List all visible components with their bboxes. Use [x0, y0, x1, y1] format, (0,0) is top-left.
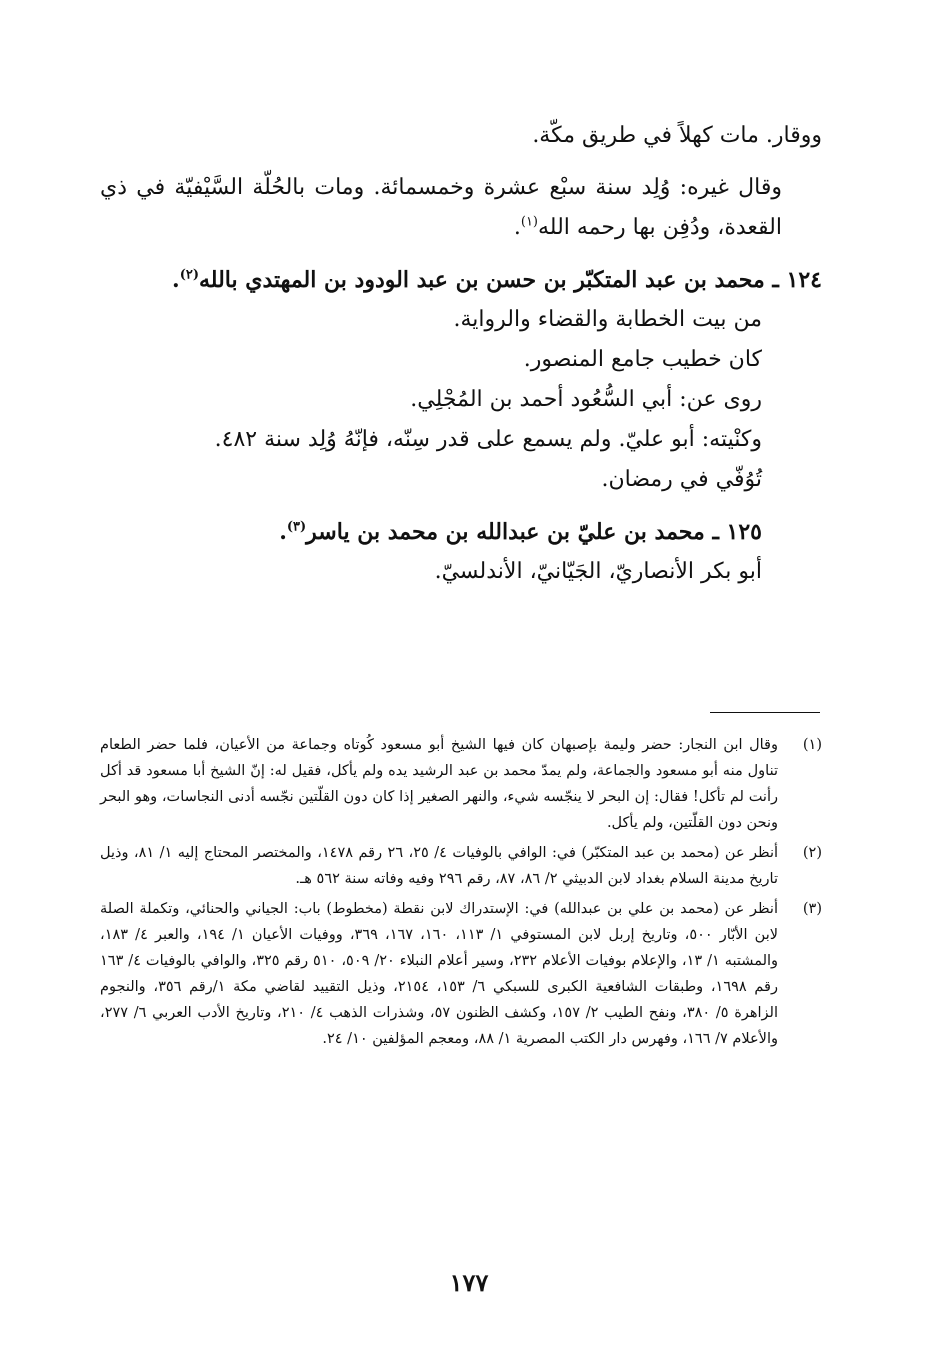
footnote-text: أنظر عن (محمد بن علي بن عبدالله) في: الإستدراك لابن نقطة (مخطوط) باب: الجياني والحنائي، وتكملة الصلة لابن الأبّار ٥٠٠، وتاريخ إربل لابن المستوفي ١/ ١١٣، ١٦٠، ١٦٧، ٣٦٩، ووفيات الأعيان ١/ ١٩٤، والعبر ٤/ ١٨٣، والمشتبه ١/ ١٣، والإعلام بوفيات الأعلام ٢٣٢، وسير أعلام النبلاء ٢٠/ ٥٠٩، ٥١٠ رقم ٣٢٥، والوافي بالوفيات ٤/ ١٦٣ رقم ١٦٩٨، وطبقات الشافعية الكبرى للسبكي ٦/ ١٥٣، ٢١٥٤، وذيل التقييد لقاضي مكة ١/رقم ٣٥٦، والنجوم الزاهرة ٥/ ٣٨٠، ونفح الطيب ٢/ ١٥٧، وكشف الظنون ٥٧، وشذرات الذهب ٤/ ٢١٠، وتاريخ الأدب العربي ٦/ ٢٧٧، والأعلام ٧/ ١٦٦، وفهرس دار الكتب المصرية ١/ ٨٨، ومعجم المؤلفين ١٠/ ٢٤. — [100, 901, 779, 1047]
page-number: ١٧٧ — [449, 1268, 489, 1297]
main-text — [100, 116, 822, 592]
text-line: ووقار. مات كهلاً في طريق مكّة. — [532, 123, 822, 148]
text-line: وكنْيته: أبو عليّ. ولم يسمع على قدر سِنّه، فإنّهُ وُلِد سنة ٤٨٢. — [214, 427, 762, 452]
footnote-ref: (١) — [520, 214, 538, 230]
text-line: كان خطيب جامع المنصور. — [523, 347, 762, 372]
footnote-text: وقال ابن النجار: حضر وليمة بإصبهان كان فيها الشيخ أبو مسعود كُوتاه وجماعة من الأعيان، فلما حضر الطعام تناول منه أبو مسعود والجماعة، ولم يمدّ محمد بن عبد الرشيد يده ولم يأكل، فقيل له: إنّ الشيخ أبا مسعود قد أكل رأنت لم تأكل! فقال: إن البحر لا ينجّسه شيء، والنهر الصغير إذا كان دون القلّتين نجّسه أدنى النجاسات، وهو البحر ونحن دون القلّتين، ولم يأكل. — [100, 737, 778, 831]
entry-124-heading — [100, 260, 822, 300]
paragraph-text: وقال غيره: وُلِد سنة سبْع عشرة وخمسمائة. ومات بالحُلّة السَّيْفيّة في ذي القعدة، ودُفِن بها رحمه الله — [100, 175, 782, 240]
footnote — [100, 732, 822, 836]
footnote-ref: (٣) — [286, 519, 307, 535]
footnote-number: (٢) — [802, 845, 822, 861]
text-line: روى عن: أبي السُّعُود أحمد بن المُجْلِي. — [410, 387, 762, 412]
period: . — [172, 267, 180, 293]
entry-125-heading — [100, 512, 822, 552]
footnote — [100, 840, 822, 892]
footnote — [100, 896, 822, 1052]
footnote-number: (١) — [802, 737, 822, 753]
footnote-number: (٣) — [802, 901, 822, 917]
footnote-separator — [710, 712, 820, 713]
text-line: أبو بكر الأنصاريّ، الجَيّانيّ، الأندلسيّ. — [434, 559, 762, 584]
paragraph — [100, 168, 822, 248]
footnotes — [100, 732, 822, 1056]
text-line: تُوُفّي في رمضان. — [601, 467, 762, 492]
entry-heading-text: ١٢٥ ـ محمد بن عليّ بن عبدالله بن محمد بن ياسر — [306, 519, 762, 545]
text-line: من بيت الخطابة والقضاء والرواية. — [453, 307, 762, 332]
footnote-text: أنظر عن (محمد بن عبد المتكبّر) في: الوافي بالوفيات ٤/ ٢٥، ٢٦ رقم ١٤٧٨، والمختصر المحتاج إليه ١/ ٨١، وذيل تاريخ مدينة السلام بغداد لابن الدبيثي ٢/ ٨٦، ٨٧، رقم ٢٩٦ وفيه وفاته سنة ٥٦٢ هـ. — [100, 845, 779, 887]
footnote-ref: (٢) — [179, 267, 199, 283]
entry-heading-text: ١٢٤ ـ محمد بن عبد المتكبّر بن حسن بن عبد الودود بن المهتدي بالله — [199, 267, 822, 293]
period: . — [279, 519, 287, 545]
period: . — [513, 215, 521, 240]
